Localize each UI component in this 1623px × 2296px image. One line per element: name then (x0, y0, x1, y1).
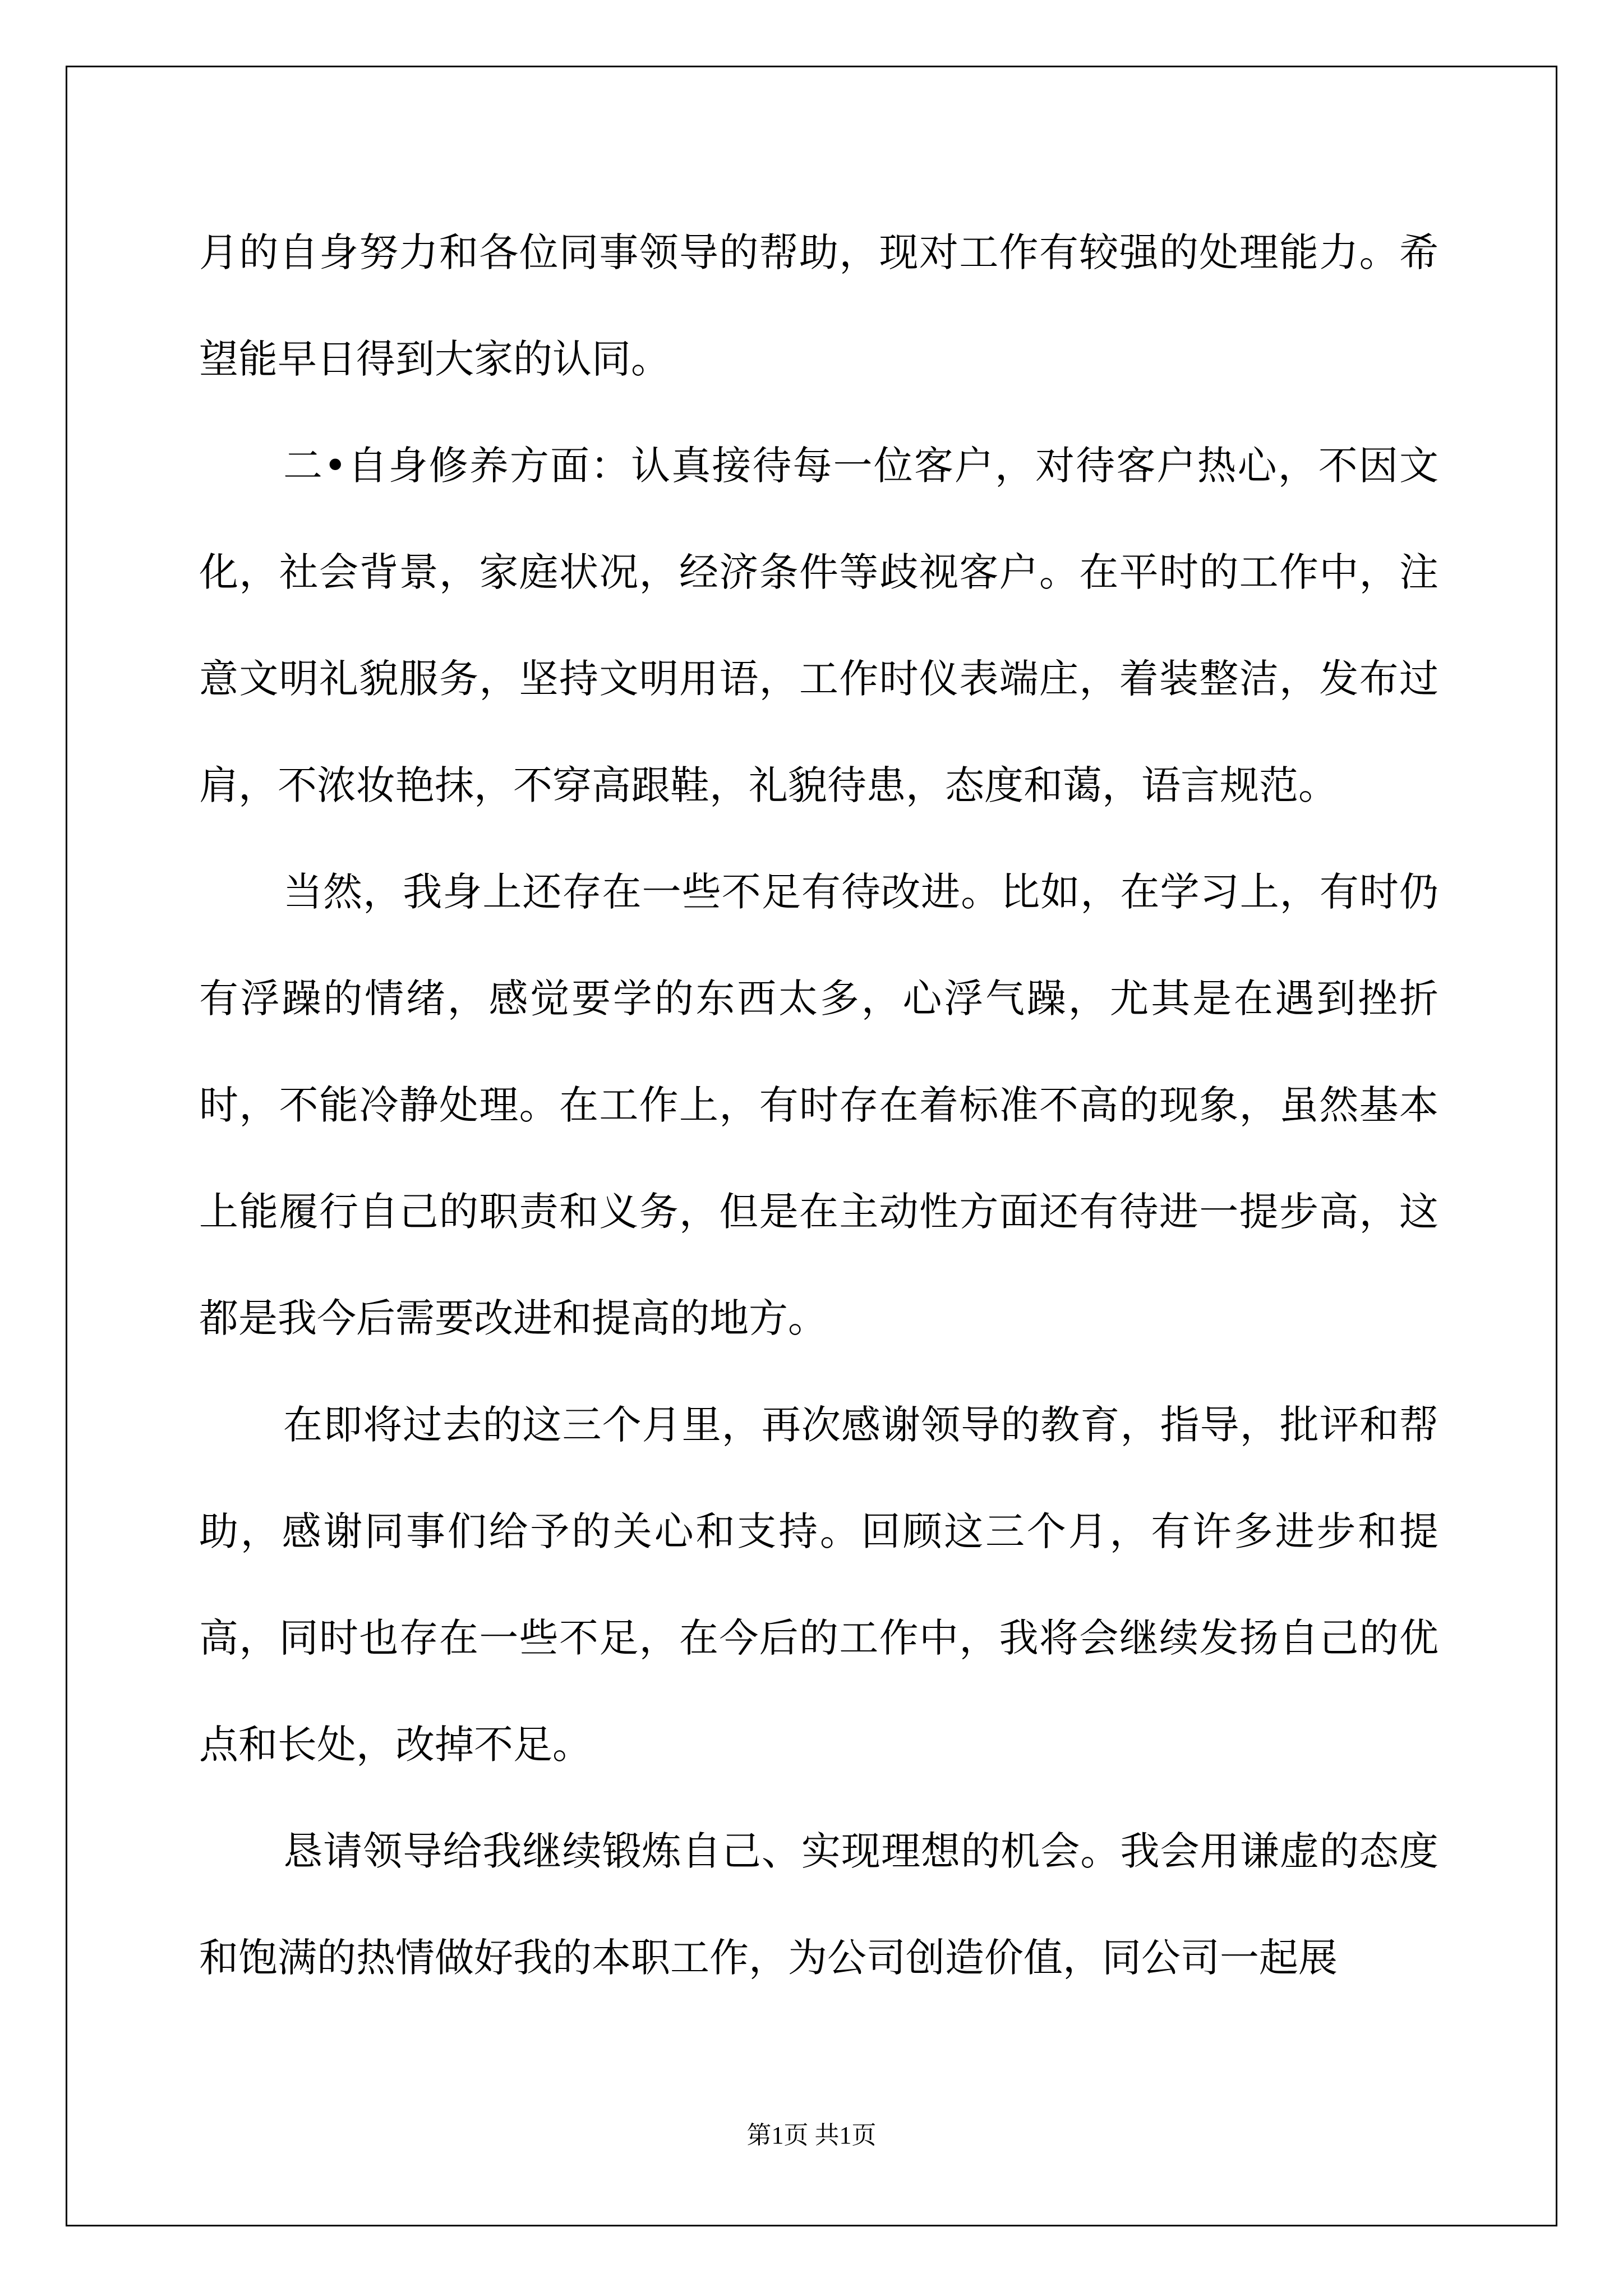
paragraph-2: 二•自身修养方面：认真接待每一位客户，对待客户热心，不因文化，社会背景，家庭状况，经济条件等歧视客户。在平时的工作中，注意文明礼貌服务，坚持文明用语，工作时仪表端庄，着装整洁，发布过肩，不浓妆艳抹，不穿高跟鞋，礼貌待患，态度和蔼，语言规范。 (199, 443, 1438, 808)
document-body (199, 199, 1438, 2011)
paragraph-5: 恳请领导给我继续锻炼自己、实现理想的机会。我会用谦虚的态度和饱满的热情做好我的本职工作，为公司创造价值，同公司一起展 (199, 1828, 1438, 1981)
page-number-footer: 第1页 共1页 (746, 2122, 877, 2149)
paragraph-1: 月的自身努力和各位同事领导的帮助，现对工作有较强的处理能力。希望能早日得到大家的认同。 (199, 229, 1438, 382)
paragraph-4: 在即将过去的这三个月里，再次感谢领导的教育，指导，批评和帮助，感谢同事们给予的关心和支持。回顾这三个月，有许多进步和提高，同时也存在一些不足，在今后的工作中，我将会继续发扬自己的优点和长处，改掉不足。 (199, 1402, 1438, 1768)
paragraph-3: 当然，我身上还存在一些不足有待改进。比如，在学习上，有时仍有浮躁的情绪，感觉要学的东西太多，心浮气躁，尤其是在遇到挫折时，不能冷静处理。在工作上，有时存在着标准不高的现象，虽然基本上能履行自己的职责和义务，但是在主动性方面还有待进一提步高，这都是我今后需要改进和提高的地方。 (199, 869, 1438, 1341)
